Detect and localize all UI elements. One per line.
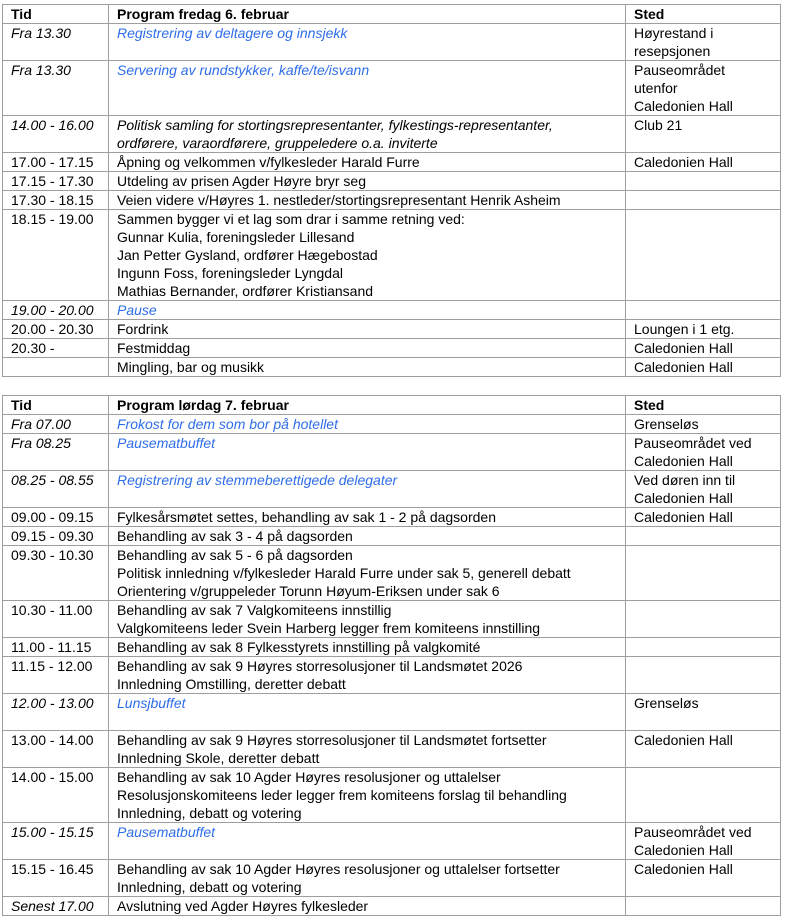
text-line: utenfor (634, 80, 678, 96)
col-header-time: Tid (3, 5, 109, 24)
program-cell (109, 301, 626, 320)
schedule-row (3, 61, 781, 116)
text-line: Behandling av sak 5 - 6 på dagsorden (117, 547, 353, 563)
place-cell (626, 657, 781, 694)
schedule-table-saturday (2, 395, 781, 916)
schedule-row (3, 657, 781, 694)
text-line: Pausematbuffet (117, 824, 216, 840)
text-line: Caledonien Hall (634, 359, 733, 375)
text-line: Sammen bygger vi et lag som drar i samme retning ved: (117, 211, 465, 227)
text-line: Valgkomiteens leder Svein Harberg legger frem komiteens innstilling (117, 620, 541, 636)
time-cell: 19.00 - 20.00 (3, 301, 109, 320)
text-line: Politisk innledning v/fylkesleder Harald Furre under sak 5, generell debatt (117, 565, 571, 581)
text-line: Registrering av stemmeberettigede delegater (117, 472, 398, 488)
text-line: Grenseløs (634, 416, 699, 432)
text-line: resepsjonen (634, 43, 711, 59)
text-line: Caledonien Hall (634, 732, 733, 748)
place-cell (626, 768, 781, 823)
col-header-place: Sted (626, 5, 781, 24)
schedule-row (3, 339, 781, 358)
time-cell: 11.00 - 11.15 (3, 638, 109, 657)
place-cell (626, 358, 781, 377)
text-line: Innledning Omstilling, deretter debatt (117, 676, 346, 692)
text-line: Behandling av sak 8 Fylkesstyrets innstilling på valgkomité (117, 639, 481, 655)
schedule-row (3, 601, 781, 638)
text-line: Fordrink (117, 321, 169, 337)
col-header-place: Sted (626, 396, 781, 415)
text-line: Pauseområdet ved (634, 824, 752, 840)
text-line: Caledonien Hall (634, 453, 733, 469)
place-cell (626, 210, 781, 301)
place-cell (626, 823, 781, 860)
text-line: Registrering av deltagere og innsjekk (117, 25, 348, 41)
schedule-row (3, 897, 781, 916)
schedule-row (3, 638, 781, 657)
program-cell (109, 527, 626, 546)
time-cell: Fra 13.30 (3, 61, 109, 116)
place-cell (626, 339, 781, 358)
text-line: Behandling av sak 10 Agder Høyres resolusjoner og uttalelser (117, 769, 501, 785)
place-cell (626, 897, 781, 916)
program-cell (109, 153, 626, 172)
time-cell: 12.00 - 13.00 (3, 694, 109, 731)
text-line: Pause (117, 302, 157, 318)
time-cell: 09.15 - 09.30 (3, 527, 109, 546)
schedule-row (3, 210, 781, 301)
time-cell: 13.00 - 14.00 (3, 731, 109, 768)
text-line: Loungen i 1 etg. (634, 321, 735, 337)
program-cell (109, 546, 626, 601)
place-cell (626, 527, 781, 546)
schedule-row (3, 823, 781, 860)
text-line: Høyrestand i (634, 25, 714, 41)
schedule-row (3, 153, 781, 172)
program-cell (109, 897, 626, 916)
text-line: Innledning, debatt og votering (117, 805, 302, 821)
schedule-row (3, 24, 781, 61)
schedule-row (3, 768, 781, 823)
text-line: Pausematbuffet (117, 435, 216, 451)
schedule-row (3, 731, 781, 768)
schedule-table-friday (2, 4, 781, 377)
text-line: Politisk samling for stortingsrepresentanter, fylkestings-representanter, (117, 117, 553, 133)
col-header-program: Program lørdag 7. februar (109, 396, 626, 415)
program-cell (109, 320, 626, 339)
program-cell (109, 415, 626, 434)
program-cell (109, 191, 626, 210)
text-line: Innledning, debatt og votering (117, 879, 302, 895)
text-line: ordførere, varaordførere, gruppeledere o.a. inviterte (117, 135, 438, 151)
text-line: Caledonien Hall (634, 340, 733, 356)
program-cell (109, 823, 626, 860)
text-line: Veien videre v/Høyres 1. nestleder/stortingsrepresentant Henrik Asheim (117, 192, 561, 208)
text-line: Avslutning ved Agder Høyres fylkesleder (117, 898, 369, 914)
program-cell (109, 694, 626, 731)
text-line: Frokost for dem som bor på hotellet (117, 416, 338, 432)
place-cell (626, 172, 781, 191)
program-cell (109, 61, 626, 116)
time-cell: 20.00 - 20.30 (3, 320, 109, 339)
time-cell: 20.30 - (3, 339, 109, 358)
header-row (3, 396, 781, 415)
text-line: Servering av rundstykker, kaffe/te/isvann (117, 62, 370, 78)
schedule-row (3, 358, 781, 377)
schedule-row (3, 116, 781, 153)
time-cell: 11.15 - 12.00 (3, 657, 109, 694)
time-cell: 14.00 - 15.00 (3, 768, 109, 823)
text-line: Orientering v/gruppeleder Torunn Høyum-Eriksen under sak 6 (117, 583, 500, 599)
place-cell (626, 860, 781, 897)
text-line: Caledonien Hall (634, 490, 733, 506)
time-cell: 10.30 - 11.00 (3, 601, 109, 638)
col-header-time: Tid (3, 396, 109, 415)
text-line: Fylkesårsmøtet settes, behandling av sak 1 - 2 på dagsorden (117, 509, 496, 525)
program-cell (109, 116, 626, 153)
place-cell (626, 638, 781, 657)
time-cell: Fra 13.30 (3, 24, 109, 61)
place-cell (626, 694, 781, 731)
program-cell (109, 860, 626, 897)
place-cell (626, 546, 781, 601)
program-cell (109, 24, 626, 61)
text-line: Åpning og velkommen v/fylkesleder Harald Furre (117, 154, 420, 170)
time-cell: 17.30 - 18.15 (3, 191, 109, 210)
time-cell: Senest 17.00 (3, 897, 109, 916)
place-cell (626, 434, 781, 471)
place-cell (626, 731, 781, 768)
place-cell (626, 116, 781, 153)
time-cell: 09.00 - 09.15 (3, 508, 109, 527)
text-line: Caledonien Hall (634, 98, 733, 114)
text-line: Ved døren inn til (634, 472, 736, 488)
program-cell (109, 657, 626, 694)
time-cell: 18.15 - 19.00 (3, 210, 109, 301)
place-cell (626, 601, 781, 638)
time-cell: 17.15 - 17.30 (3, 172, 109, 191)
time-cell: 14.00 - 16.00 (3, 116, 109, 153)
text-line: Club 21 (634, 117, 683, 133)
time-cell: Fra 08.25 (3, 434, 109, 471)
time-cell: 09.30 - 10.30 (3, 546, 109, 601)
col-header-program: Program fredag 6. februar (109, 5, 626, 24)
text-line: Innledning Skole, deretter debatt (117, 750, 320, 766)
text-line: Utdeling av prisen Agder Høyre bryr seg (117, 173, 366, 189)
text-line: Pauseområdet (634, 62, 726, 78)
program-cell (109, 471, 626, 508)
text-line: Mathias Bernander, ordfører Kristiansand (117, 283, 374, 299)
schedule-row (3, 471, 781, 508)
program-cell (109, 601, 626, 638)
program-cell (109, 434, 626, 471)
place-cell (626, 191, 781, 210)
place-cell (626, 320, 781, 339)
text-line: Caledonien Hall (634, 861, 733, 877)
program-cell (109, 638, 626, 657)
program-cell (109, 358, 626, 377)
text-line: Mingling, bar og musikk (117, 359, 265, 375)
text-line: Caledonien Hall (634, 842, 733, 858)
schedule-row (3, 546, 781, 601)
text-line: Grenseløs (634, 695, 699, 711)
schedule-row (3, 527, 781, 546)
program-cell (109, 210, 626, 301)
text-line: Behandling av sak 9 Høyres storresolusjoner til Landsmøtet fortsetter (117, 732, 547, 748)
place-cell (626, 153, 781, 172)
program-cell (109, 508, 626, 527)
text-line: Behandling av sak 10 Agder Høyres resolusjoner og uttalelser fortsetter (117, 861, 560, 877)
schedule-row (3, 860, 781, 897)
program-cell (109, 731, 626, 768)
place-cell (626, 61, 781, 116)
schedule-row (3, 434, 781, 471)
text-line: Resolusjonskomiteens leder legger frem komiteens forslag til behandling (117, 787, 567, 803)
time-cell: 17.00 - 17.15 (3, 153, 109, 172)
text-line: Behandling av sak 7 Valgkomiteens innstillig (117, 602, 392, 618)
program-cell (109, 172, 626, 191)
place-cell (626, 301, 781, 320)
time-cell: Fra 07.00 (3, 415, 109, 434)
text-line: Behandling av sak 3 - 4 på dagsorden (117, 528, 353, 544)
program-cell (109, 768, 626, 823)
text-line: Lunsjbuffet (117, 695, 186, 711)
text-line: Pauseområdet ved (634, 435, 752, 451)
text-line: Caledonien Hall (634, 509, 733, 525)
schedule-row (3, 508, 781, 527)
text-line: Gunnar Kulia, foreningsleder Lillesand (117, 229, 355, 245)
text-line: Behandling av sak 9 Høyres storresolusjoner til Landsmøtet 2026 (117, 658, 523, 674)
program-cell (109, 339, 626, 358)
place-cell (626, 415, 781, 434)
schedule-row (3, 320, 781, 339)
time-cell: 15.00 - 15.15 (3, 823, 109, 860)
text-line: Jan Petter Gysland, ordfører Hægebostad (117, 247, 378, 263)
place-cell (626, 508, 781, 527)
text-line: Festmiddag (117, 340, 191, 356)
schedule-row (3, 191, 781, 210)
header-row (3, 5, 781, 24)
schedule-row (3, 694, 781, 731)
text-line: Ingunn Foss, foreningsleder Lyngdal (117, 265, 343, 281)
place-cell (626, 471, 781, 508)
schedule-row (3, 415, 781, 434)
schedule-row (3, 172, 781, 191)
time-cell (3, 358, 109, 377)
time-cell: 15.15 - 16.45 (3, 860, 109, 897)
text-line: Caledonien Hall (634, 154, 733, 170)
time-cell: 08.25 - 08.55 (3, 471, 109, 508)
place-cell (626, 24, 781, 61)
schedule-row (3, 301, 781, 320)
